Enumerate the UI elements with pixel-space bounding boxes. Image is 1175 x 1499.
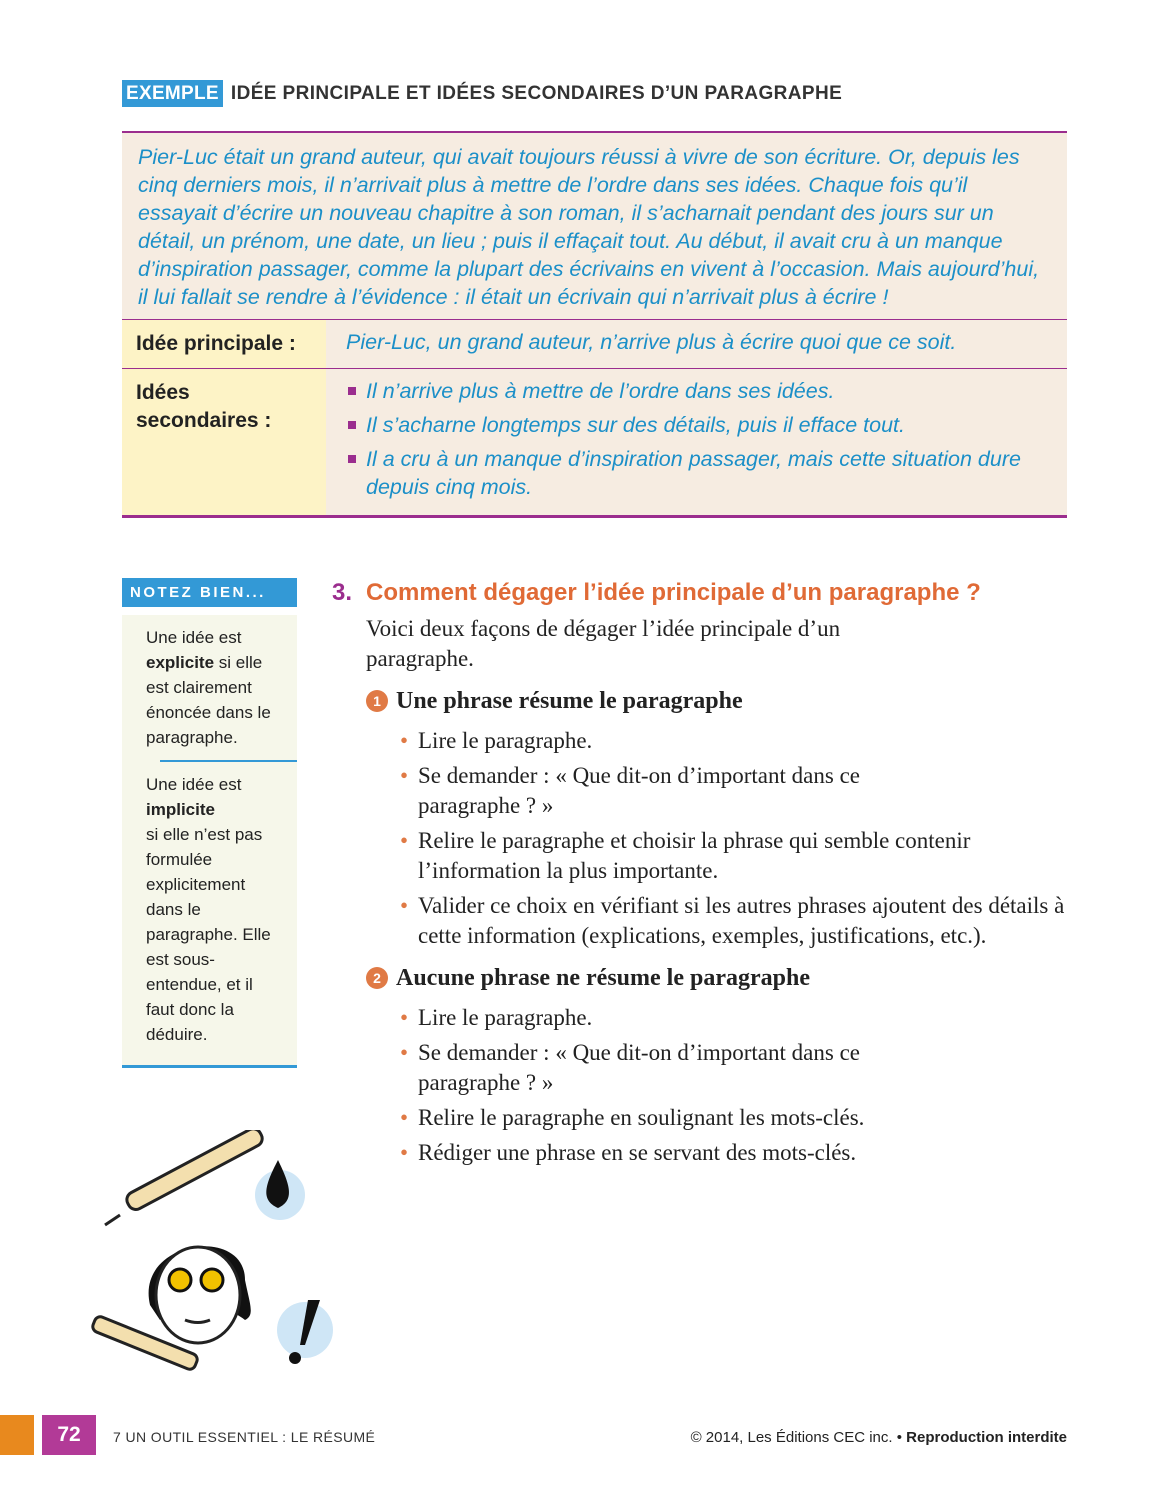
number-badge-icon: 1 <box>366 690 388 712</box>
face-icon <box>149 1246 251 1343</box>
secondary-idea: Il n’arrive plus à mettre de l’ordre dans ses idées. <box>346 377 1051 405</box>
writer-illustration <box>80 1130 340 1380</box>
number-badge-icon: 2 <box>366 967 388 989</box>
chapter-title: 7 UN OUTIL ESSENTIEL : LE RÉSUMÉ <box>113 1429 376 1445</box>
method-2-steps <box>398 1003 1072 1168</box>
section-3 <box>332 578 1072 1173</box>
main-idea-label: Idée principale : <box>122 320 326 368</box>
note-title: NOTEZ BIEN... <box>122 578 297 607</box>
page-footer <box>0 1415 1175 1455</box>
pen-icon <box>105 1130 265 1225</box>
example-header <box>122 80 842 107</box>
example-title: IDÉE PRINCIPALE ET IDÉES SECONDAIRES D’UN PARAGRAPHE <box>230 82 843 104</box>
ink-drop-icon <box>255 1160 305 1220</box>
note-implicit: Une idée est implicite si elle n’est pas formulée explicitement dans le paragraphe. Elle est sous-entendue, et il faut donc la déduire. <box>146 775 271 1044</box>
step: • Relire le paragraphe en soulignant les mots-clés. <box>398 1103 1072 1133</box>
step: • Se demander : « Que dit-on d’important dans ce paragraphe ? » <box>398 761 918 821</box>
secondary-ideas-label: Idées secondaires : <box>122 369 326 515</box>
exclamation-icon <box>277 1300 333 1364</box>
method-2-title: 2 Aucune phrase ne résume le paragraphe <box>366 963 1072 993</box>
main-idea-row <box>122 320 1067 369</box>
orange-tab <box>0 1415 34 1455</box>
step: • Rédiger une phrase en se servant des mots-clés. <box>398 1138 1072 1168</box>
secondary-idea: Il s’acharne longtemps sur des détails, puis il efface tout. <box>346 411 1051 439</box>
example-paragraph: Pier-Luc était un grand auteur, qui avait toujours réussi à vivre de son écriture. Or, depuis les cinq derniers mois, il n’arrivait plus à mettre de l’ordre dans ses idées. Chaque fois qu’il essayait d’écrire un nouveau chapitre à son roman, il s’acharnait pendant des jours sur un détail, un prénom, une date, un lieu ; puis il effaçait tout. Au début, il avait cru à un manque d’inspiration passager, comme la plupart des écrivains en vivent à l’occasion. Mais aujourd’hui, il lui fallait se rendre à l’évidence : il était un écrivain qui n’arrivait plus à écrire ! <box>122 133 1067 320</box>
step: • Se demander : « Que dit-on d’important dans ce paragraphe ? » <box>398 1038 918 1098</box>
example-box <box>122 131 1067 518</box>
step: • Lire le paragraphe. <box>398 726 1072 756</box>
example-tag: EXEMPLE <box>122 80 223 107</box>
page-number: 72 <box>42 1415 96 1455</box>
method-1-title: 1 Une phrase résume le paragraphe <box>366 686 1072 716</box>
secondary-ideas-row <box>122 369 1067 515</box>
method-1-steps <box>398 726 1072 951</box>
copyright: © 2014, Les Éditions CEC inc. • Reproduction interdite <box>690 1429 1067 1446</box>
step: • Lire le paragraphe. <box>398 1003 1072 1033</box>
section-intro: Voici deux façons de dégager l’idée principale d’un paragraphe. <box>366 616 841 671</box>
step: • Relire le paragraphe et choisir la phrase qui semble contenir l’information la plus importante. <box>398 826 998 886</box>
note-explicit: Une idée est explicite si elle est clairement énoncée dans le paragraphe. <box>146 628 271 747</box>
main-idea-value: Pier-Luc, un grand auteur, n’arrive plus à écrire quoi que ce soit. <box>346 330 957 354</box>
section-heading: 3. Comment dégager l’idée principale d’un paragraphe ? <box>332 579 981 606</box>
divider <box>160 760 297 762</box>
note-box <box>122 578 297 1068</box>
step: • Valider ce choix en vérifiant si les autres phrases ajoutent des détails à cette information (explications, exemples, justifications, etc.). <box>398 891 1072 951</box>
secondary-idea: Il a cru à un manque d’inspiration passager, mais cette situation dure depuis cinq mois. <box>346 445 1051 501</box>
